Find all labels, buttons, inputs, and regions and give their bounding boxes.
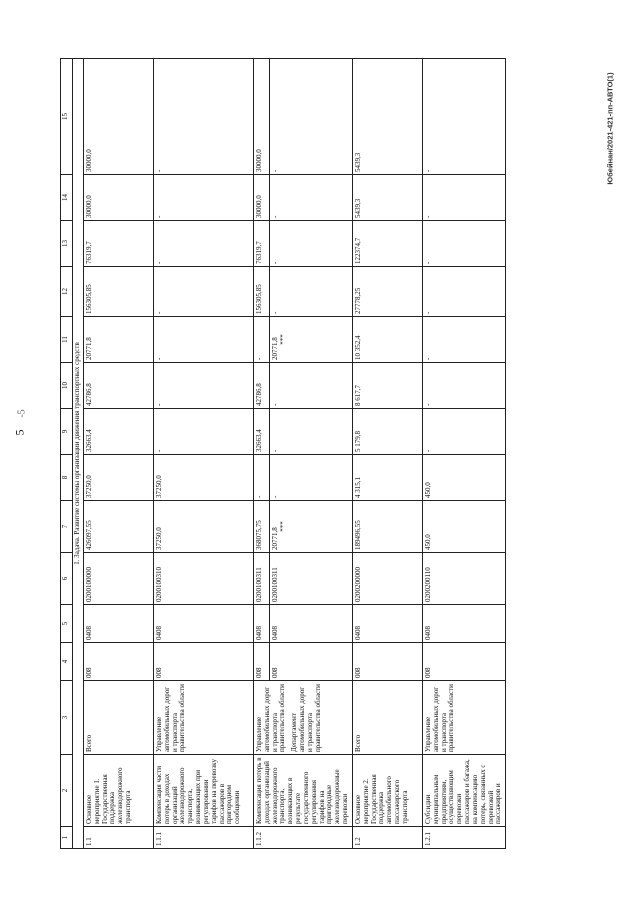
cell-target-code: 0200200000 <box>352 553 422 605</box>
cell-value: - <box>154 409 254 455</box>
row-number: 1.1.1 <box>154 827 254 849</box>
cell-value: - <box>422 59 505 175</box>
header-cell: 11 <box>61 317 73 363</box>
cell-total: 37250,0 <box>154 501 254 553</box>
cell-value: - <box>270 59 353 175</box>
cell-value: - <box>270 409 353 455</box>
cell-value: - <box>422 363 505 409</box>
cell-total: 426097,55 <box>84 501 154 553</box>
header-cell: 15 <box>61 59 73 175</box>
measure-name: Основное мероприятие 1. Государственная поддержка железнодорожного транспорта <box>84 755 154 827</box>
cell-section: 0408 <box>84 605 154 643</box>
header-cell: 6 <box>61 553 73 605</box>
footnote-mark: *** <box>278 521 287 532</box>
budget-table <box>60 58 506 849</box>
cell-value: - <box>154 267 254 317</box>
cell-value: 30000,0 <box>84 175 154 221</box>
header-cell: 8 <box>61 455 73 501</box>
executor: Всего <box>84 681 154 755</box>
table-row <box>422 59 505 849</box>
document-code: Юбейнан/2021-421-пп-АВТО(1) <box>605 72 615 185</box>
task-row <box>73 59 84 849</box>
page-number: 5 <box>12 429 27 436</box>
cell-value: 30000,0 <box>254 59 270 175</box>
task-title: 1. Задача. Развитие системы организации движения транспортных средств <box>73 59 84 849</box>
row-number: 1.2.1 <box>422 827 505 849</box>
row-number: 1.2 <box>352 827 422 849</box>
cell-value: 5 179,8 <box>352 409 422 455</box>
cell-value: 37250,0 <box>154 455 254 501</box>
cell-total: 189496,55 <box>352 501 422 553</box>
table-row <box>352 59 422 849</box>
cell-value: - <box>422 317 505 363</box>
cell-value: 37250,0 <box>84 455 154 501</box>
cell-value: - <box>154 317 254 363</box>
cell-target-code: 0200200110 <box>422 553 505 605</box>
executor: Всего <box>352 681 422 755</box>
cell-total-value: 20771,8 <box>271 527 280 550</box>
header-cell: 9 <box>61 409 73 455</box>
footnote-mark: *** <box>278 334 287 345</box>
cell-value: 10 352,4 <box>352 317 422 363</box>
cell-target-code: 0200100000 <box>84 553 154 605</box>
cell-value: 8 617,7 <box>352 363 422 409</box>
cell-value: - <box>422 267 505 317</box>
cell-value <box>270 317 353 363</box>
cell-value: - <box>154 221 254 267</box>
header-cell: 7 <box>61 501 73 553</box>
cell-target-code: 0200100311 <box>270 553 353 605</box>
cell-grbs: 008 <box>254 643 270 681</box>
cell-target-code: 0200100311 <box>254 553 270 605</box>
cell-grbs: 008 <box>84 643 154 681</box>
executor-b: Департамент автомобильных дорог и транспорта правительства области <box>290 684 322 752</box>
cell-value: 156305,85 <box>254 267 270 317</box>
cell-total: 450,0 <box>422 501 505 553</box>
cell-value: 76319,7 <box>84 221 154 267</box>
cell-value: 122374,7 <box>352 221 422 267</box>
measure-name: Основное мероприятие 2. Государственная поддержка автомобильного пассажирского транспорта <box>352 755 422 827</box>
cell-value: - <box>270 221 353 267</box>
cell-value: 20771,8 <box>84 317 154 363</box>
row-number: 1.1 <box>84 827 154 849</box>
cell-grbs: 008 <box>422 643 505 681</box>
cell-value: 76319,7 <box>254 221 270 267</box>
cell-value: 27778,25 <box>352 267 422 317</box>
cell-value: - <box>154 175 254 221</box>
table-row <box>154 59 254 849</box>
cell-value: 5439,3 <box>352 175 422 221</box>
scan-mark: -5 <box>16 409 28 418</box>
header-row <box>61 59 73 849</box>
cell-value: - <box>422 175 505 221</box>
cell-value: 32663,4 <box>84 409 154 455</box>
cell-grbs: 008 <box>270 643 353 681</box>
cell-value: - <box>154 363 254 409</box>
executor: Управление автомобильных дорог и транспорта правительства области <box>154 681 254 755</box>
cell-value: 5439,3 <box>352 59 422 175</box>
rotated-table-wrapper <box>60 59 580 849</box>
cell-value-text: 20771,8 <box>271 337 280 360</box>
table-row <box>84 59 154 849</box>
table-row <box>254 59 270 849</box>
header-cell: 5 <box>61 605 73 643</box>
measure-name: Субсидии муниципальным предприятиям, осуществляющим перевозки пассажиров и багажа, на компенсацию потерь, связанных с перевозкой пассажиров и <box>422 755 505 827</box>
cell-grbs: 008 <box>154 643 254 681</box>
executor <box>254 681 353 755</box>
cell-section: 0408 <box>270 605 353 643</box>
cell-value: - <box>154 59 254 175</box>
cell-value: - <box>270 363 353 409</box>
cell-value: 30000,0 <box>254 175 270 221</box>
cell-total: 368075,75 <box>254 501 270 553</box>
cell-value: - <box>422 221 505 267</box>
cell-value: 4 315,1 <box>352 455 422 501</box>
cell-target-code: 0200100310 <box>154 553 254 605</box>
cell-value: 42786,8 <box>254 363 270 409</box>
cell-value: - <box>254 455 270 501</box>
cell-value: 32663,4 <box>254 409 270 455</box>
cell-value: - <box>254 317 270 363</box>
cell-grbs: 008 <box>352 643 422 681</box>
cell-total <box>270 501 353 553</box>
header-cell: 3 <box>61 681 73 755</box>
cell-value: - <box>422 409 505 455</box>
cell-section: 0408 <box>352 605 422 643</box>
cell-section: 0408 <box>422 605 505 643</box>
cell-value: - <box>270 175 353 221</box>
header-cell: 10 <box>61 363 73 409</box>
header-cell: 4 <box>61 643 73 681</box>
header-cell: 12 <box>61 267 73 317</box>
executor: Управление автомобильных дорог и транспорта правительства области <box>422 681 505 755</box>
header-cell: 13 <box>61 221 73 267</box>
header-cell: 1 <box>61 827 73 849</box>
executor-a: Управление автомобильных дорог и транспорта правительства области <box>255 684 287 752</box>
cell-value: - <box>270 267 353 317</box>
cell-section: 0408 <box>254 605 270 643</box>
cell-value: 42786,8 <box>84 363 154 409</box>
row-number: 1.1.2 <box>254 827 353 849</box>
header-cell: 2 <box>61 755 73 827</box>
cell-section: 0408 <box>154 605 254 643</box>
header-cell: 14 <box>61 175 73 221</box>
cell-value: 156305,85 <box>84 267 154 317</box>
measure-name: Компенсация потерь в доходах организаций железнодорожного транспорта, возникающих в результате государственного регулирования тарифов на пригородные железнодорожные перевозки <box>254 755 353 827</box>
cell-value: - <box>270 455 353 501</box>
cell-value: 450,0 <box>422 455 505 501</box>
measure-name: Компенсация части потерь в доходах организаций железнодорожного транспорта, возникающих при регулировании тарифов на перевозку пассажиров в пригородном сообщении <box>154 755 254 827</box>
cell-value: 30000,0 <box>84 59 154 175</box>
